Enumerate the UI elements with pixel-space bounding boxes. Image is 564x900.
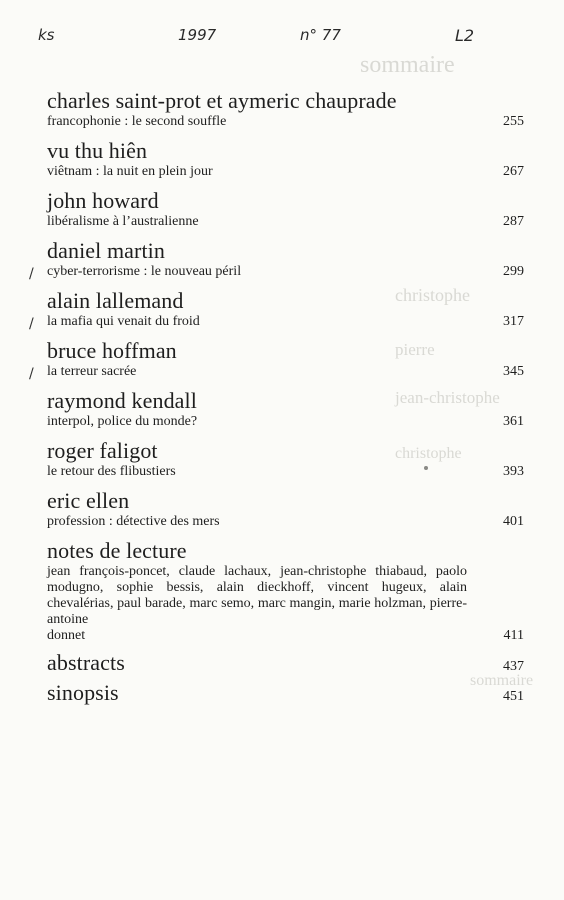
entry-line (47, 164, 524, 180)
entry-line (47, 314, 524, 330)
entry-title: francophonie : le second souffle (47, 114, 227, 129)
show-through-text: pierre (395, 340, 435, 359)
entry-title: cyber-terrorisme : le nouveau péril (47, 264, 242, 279)
pencil-tick-mark: / (29, 366, 34, 382)
show-through-text: sommaire (360, 52, 455, 78)
toc-entry (29, 238, 524, 282)
entry-line (47, 114, 524, 130)
entry-author: vu thu hiên (47, 138, 148, 163)
ink-speck (424, 466, 428, 470)
entry-title: la mafia qui venait du froid (47, 314, 200, 329)
entry-title: le retour des flibustiers (47, 464, 176, 479)
notes-last-name: donnet (47, 628, 86, 643)
notes-entry (47, 538, 524, 644)
entry-author: raymond kendall (47, 388, 197, 413)
entry-title: viêtnam : la nuit en plein jour (47, 164, 213, 179)
entry-page: 267 (503, 164, 524, 179)
entry-line (47, 364, 524, 380)
entry-author: bruce hoffman (47, 338, 177, 363)
toc-entry (29, 338, 524, 382)
entry-page: 361 (503, 414, 524, 429)
entry-line (47, 414, 524, 430)
notes-page: 411 (503, 628, 524, 643)
handwritten-mark: ks (38, 26, 55, 44)
abstracts-label: abstracts (47, 650, 125, 675)
toc-entry (47, 438, 524, 480)
notes-last-line (47, 628, 524, 644)
entry-author: daniel martin (47, 238, 165, 263)
notes-names: jean françois-poncet, claude lachaux, jean-christophe thiabaud, paolo modugno, sophie bessis, alain dieckhoff, vincent hugeux, alain chevalérias, paul barade, marc semo, marc mangin, marie holzman, pierre-antoine (47, 564, 467, 627)
show-through-text: christophe (395, 285, 470, 305)
handwritten-code: L2 (455, 26, 475, 45)
entry-author: charles saint-prot et aymeric chauprade (47, 88, 397, 113)
table-of-contents (29, 88, 524, 710)
pencil-tick-mark: / (29, 266, 34, 282)
entry-author: roger faligot (47, 438, 158, 463)
entry-page: 401 (503, 514, 524, 529)
entry-title: interpol, police du monde? (47, 414, 198, 429)
handwritten-year: 1997 (178, 26, 217, 44)
handwritten-issue: n° 77 (300, 26, 341, 44)
entry-author: eric ellen (47, 488, 130, 513)
entry-line (47, 214, 524, 230)
pencil-tick-mark: / (29, 316, 34, 332)
show-through-text: sommaire (470, 672, 534, 689)
show-through-text: jean-christophe (395, 388, 500, 407)
toc-entry (47, 488, 524, 530)
entry-line (47, 464, 524, 480)
entry-page: 393 (503, 464, 524, 479)
entry-title: la terreur sacrée (47, 364, 137, 379)
toc-entry (47, 188, 524, 230)
sinopsis-label: sinopsis (47, 680, 119, 705)
notes-heading: notes de lecture (47, 538, 187, 563)
abstracts-entry (47, 650, 524, 676)
toc-entry (29, 288, 524, 332)
entry-page: 299 (503, 264, 524, 279)
show-through-text: christophe (395, 445, 462, 462)
entry-line (47, 264, 524, 280)
entry-page: 317 (503, 314, 524, 329)
sinopsis-page: 451 (503, 689, 524, 704)
entry-page: 255 (503, 114, 524, 129)
toc-entry (47, 388, 524, 430)
entry-page: 345 (503, 364, 524, 379)
handwritten-annotations (0, 26, 564, 56)
entry-author: alain lallemand (47, 288, 184, 313)
toc-entry (47, 88, 524, 130)
entry-author: john howard (47, 188, 159, 213)
entry-title: profession : détective des mers (47, 514, 220, 529)
sinopsis-entry (47, 680, 524, 706)
entry-page: 287 (503, 214, 524, 229)
toc-entry (47, 138, 524, 180)
abstracts-page: 437 (503, 659, 524, 674)
entry-line (47, 514, 524, 530)
entry-title: libéralisme à l’australienne (47, 214, 199, 229)
